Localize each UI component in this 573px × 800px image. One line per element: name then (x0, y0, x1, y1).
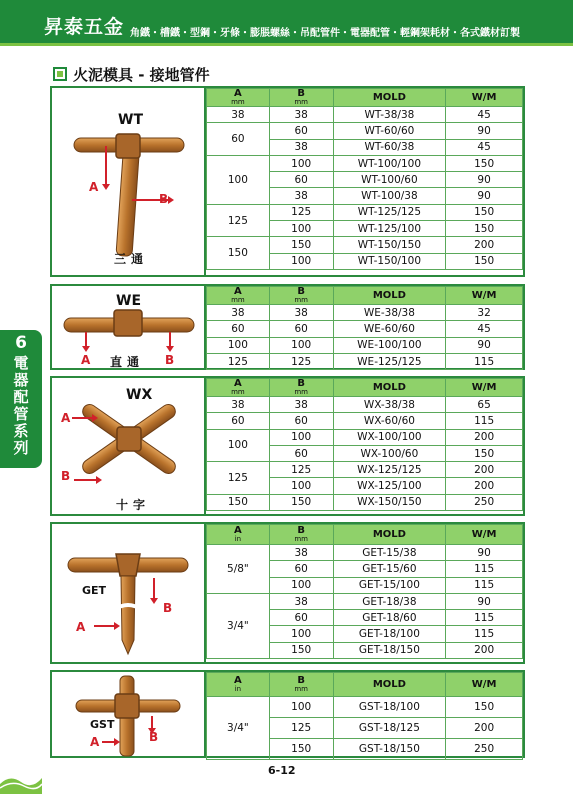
label-a: A (76, 620, 86, 634)
label-a: A (90, 735, 100, 749)
table-cell: 38 (207, 107, 270, 123)
table-cell: WX-150/150 (333, 494, 446, 510)
product-illustration-wx (52, 378, 206, 514)
table-cell: 150 (269, 642, 333, 658)
table-cell: 60 (269, 413, 333, 429)
product-code: WE (116, 293, 142, 309)
table-cell: 100 (269, 155, 333, 171)
table-cell: 65 (446, 397, 523, 413)
table-row (207, 155, 523, 171)
table-cell: WX-125/100 (333, 478, 446, 494)
table-cell: WT-100/100 (333, 155, 446, 171)
table-cell: 125 (269, 353, 333, 369)
col-a: A mm (207, 379, 270, 397)
table-cell: 200 (446, 478, 523, 494)
product-illustration-gst (52, 672, 206, 756)
table-cell: 5/8" (207, 545, 270, 594)
bullet-square-icon (53, 67, 67, 81)
col-b: B mm (269, 525, 333, 545)
col-wm: W/M (446, 525, 523, 545)
table-cell: GET-18/150 (333, 642, 446, 658)
table-cell: 38 (269, 593, 333, 609)
table-row (207, 204, 523, 220)
col-b: B mm (269, 379, 333, 397)
col-mold: MOLD (333, 379, 446, 397)
section-title-text: 火泥模具 - 接地管件 (73, 65, 210, 84)
table-cell: WX-38/38 (333, 397, 446, 413)
col-mold: MOLD (333, 89, 446, 107)
col-a: A mm (207, 287, 270, 305)
table-cell: WT-125/100 (333, 221, 446, 237)
table-header-row (207, 89, 523, 107)
table-cell: WE-60/60 (333, 321, 446, 337)
label-a: A (89, 180, 99, 194)
table-cell: 100 (269, 577, 333, 593)
table-cell: 115 (446, 413, 523, 429)
table-cell: 100 (207, 155, 270, 204)
table-row (207, 413, 523, 429)
product-block-wx (50, 376, 525, 516)
table-cell: 115 (446, 561, 523, 577)
table-row (207, 353, 523, 369)
table-cell: 200 (446, 642, 523, 658)
table-row (207, 107, 523, 123)
table-cell: 90 (446, 123, 523, 139)
table-cell: 125 (269, 462, 333, 478)
table-cell: 100 (269, 253, 333, 269)
table-row (207, 429, 523, 445)
label-b: B (61, 469, 71, 483)
table-cell: 38 (269, 305, 333, 321)
table-cell: 90 (446, 593, 523, 609)
table-cell: WT-100/60 (333, 172, 446, 188)
label-b: B (163, 601, 173, 615)
table-row (207, 305, 523, 321)
table-cell: 60 (269, 172, 333, 188)
product-illustration-get (52, 524, 206, 662)
table-cell: 150 (207, 237, 270, 270)
section-title (53, 64, 210, 84)
table-cell: 125 (207, 204, 270, 237)
product-name-cn: 直通 (110, 355, 145, 369)
product-block-get (50, 522, 525, 664)
wt-mold-icon (54, 128, 204, 258)
chapter-title: 電器配管系列 (13, 354, 29, 457)
spec-table-get (206, 524, 523, 659)
table-cell: 90 (446, 545, 523, 561)
table-cell: 32 (446, 305, 523, 321)
gst-mold-icon (54, 672, 204, 758)
table-cell: 90 (446, 172, 523, 188)
col-mold: MOLD (333, 673, 446, 697)
table-cell: 125 (207, 353, 270, 369)
label-b: B (149, 730, 159, 744)
table-cell: 115 (446, 353, 523, 369)
table-cell: WX-125/125 (333, 462, 446, 478)
table-row (207, 397, 523, 413)
table-cell: 115 (446, 626, 523, 642)
table-cell: WT-150/100 (333, 253, 446, 269)
spec-table-we (206, 286, 523, 370)
col-a: A in (207, 673, 270, 697)
table-cell: 38 (269, 188, 333, 204)
table-cell: 150 (269, 237, 333, 253)
product-name-cn: 三通 (114, 252, 149, 266)
table-cell: 38 (269, 139, 333, 155)
table-cell: 200 (446, 718, 523, 739)
col-b: B mm (269, 673, 333, 697)
col-wm: W/M (446, 287, 523, 305)
table-cell: 100 (207, 337, 270, 353)
table-row (207, 237, 523, 253)
product-block-gst (50, 670, 525, 758)
table-cell: 100 (269, 221, 333, 237)
table-cell: 3/4" (207, 697, 270, 760)
product-code: GET (82, 584, 107, 597)
table-cell: 125 (207, 462, 270, 495)
table-cell: 100 (269, 697, 333, 718)
product-illustration-wt (52, 88, 206, 275)
table-cell: 150 (446, 253, 523, 269)
wx-mold-icon (54, 388, 204, 498)
col-a: A in (207, 525, 270, 545)
brand-tagline: 角鐵・槽鐵・型鋼・牙條・膨脹螺絲・吊配管件・電器配管・輕鋼架耗材・各式鐵材訂製 (130, 28, 520, 39)
table-cell: 150 (207, 494, 270, 510)
table-cell: 60 (269, 610, 333, 626)
product-code: GST (90, 718, 115, 731)
table-cell: 38 (269, 397, 333, 413)
table-cell: WX-100/60 (333, 445, 446, 461)
table-cell: 60 (269, 445, 333, 461)
table-cell: 115 (446, 577, 523, 593)
product-block-we (50, 284, 525, 370)
table-cell: 200 (446, 462, 523, 478)
product-block-wt (50, 86, 525, 277)
table-cell: 100 (207, 429, 270, 462)
product-code: WX (126, 387, 153, 403)
table-header-row (207, 379, 523, 397)
table-cell: 150 (269, 494, 333, 510)
table-cell: WT-38/38 (333, 107, 446, 123)
spec-table-wx (206, 378, 523, 511)
product-name-cn: 十字 (116, 498, 151, 512)
product-code: WT (118, 112, 143, 128)
table-cell: GET-15/38 (333, 545, 446, 561)
table-row (207, 494, 523, 510)
table-cell: WT-125/125 (333, 204, 446, 220)
chapter-side-tab (0, 330, 42, 468)
label-a: A (81, 353, 91, 367)
table-cell: WE-125/125 (333, 353, 446, 369)
table-cell: GST-18/150 (333, 739, 446, 760)
page-number: 6-12 (268, 764, 296, 777)
table-cell: WE-38/38 (333, 305, 446, 321)
table-cell: WT-150/150 (333, 237, 446, 253)
table-cell: 100 (269, 626, 333, 642)
col-wm: W/M (446, 673, 523, 697)
table-cell: 150 (446, 155, 523, 171)
table-row (207, 545, 523, 561)
col-mold: MOLD (333, 287, 446, 305)
table-header-row (207, 673, 523, 697)
col-wm: W/M (446, 379, 523, 397)
table-cell: 250 (446, 739, 523, 760)
table-row (207, 337, 523, 353)
table-cell: 45 (446, 139, 523, 155)
col-b: B mm (269, 287, 333, 305)
table-cell: WX-60/60 (333, 413, 446, 429)
table-row (207, 462, 523, 478)
table-cell: 100 (269, 429, 333, 445)
table-cell: 60 (269, 123, 333, 139)
table-cell: WT-100/38 (333, 188, 446, 204)
table-row (207, 697, 523, 718)
table-cell: 90 (446, 188, 523, 204)
table-row (207, 593, 523, 609)
get-mold-icon (54, 530, 204, 660)
col-b: B mm (269, 89, 333, 107)
table-cell: 90 (446, 337, 523, 353)
table-cell: WT-60/38 (333, 139, 446, 155)
col-a: A mm (207, 89, 270, 107)
table-cell: GST-18/100 (333, 697, 446, 718)
table-cell: GST-18/125 (333, 718, 446, 739)
table-cell: 60 (207, 321, 270, 337)
table-cell: 150 (446, 204, 523, 220)
table-header-row (207, 525, 523, 545)
table-cell: 45 (446, 107, 523, 123)
table-cell: WT-60/60 (333, 123, 446, 139)
chapter-number: 6 (15, 333, 27, 353)
col-mold: MOLD (333, 525, 446, 545)
label-b: B (165, 353, 175, 367)
table-cell: 60 (269, 321, 333, 337)
table-cell: 100 (269, 337, 333, 353)
table-header-row (207, 287, 523, 305)
wave-decoration-icon (0, 770, 42, 794)
spec-table-wt (206, 88, 523, 270)
table-cell: GET-18/60 (333, 610, 446, 626)
table-row (207, 123, 523, 139)
table-cell: 150 (446, 697, 523, 718)
spec-table-gst (206, 672, 523, 760)
table-cell: 38 (207, 305, 270, 321)
table-cell: WX-100/100 (333, 429, 446, 445)
table-cell: 200 (446, 429, 523, 445)
table-cell: 150 (446, 445, 523, 461)
table-cell: 115 (446, 610, 523, 626)
table-cell: 200 (446, 237, 523, 253)
page-header (0, 0, 573, 46)
product-illustration-we (52, 286, 206, 368)
table-cell: 60 (207, 413, 270, 429)
label-a: A (61, 411, 71, 425)
table-row (207, 321, 523, 337)
table-cell: 38 (269, 107, 333, 123)
table-cell: GET-18/38 (333, 593, 446, 609)
brand-name: 昇泰五金 (44, 16, 125, 38)
label-b: B (159, 192, 169, 206)
table-cell: 60 (269, 561, 333, 577)
table-cell: WE-100/100 (333, 337, 446, 353)
table-cell: 125 (269, 718, 333, 739)
table-cell: 60 (207, 123, 270, 156)
table-cell: 150 (269, 739, 333, 760)
table-cell: 3/4" (207, 593, 270, 658)
table-cell: 125 (269, 204, 333, 220)
table-cell: 150 (446, 221, 523, 237)
table-cell: 250 (446, 494, 523, 510)
table-cell: GET-18/100 (333, 626, 446, 642)
table-cell: GET-15/60 (333, 561, 446, 577)
table-cell: GET-15/100 (333, 577, 446, 593)
table-cell: 38 (207, 397, 270, 413)
table-cell: 100 (269, 478, 333, 494)
table-cell: 38 (269, 545, 333, 561)
table-cell: 45 (446, 321, 523, 337)
col-wm: W/M (446, 89, 523, 107)
